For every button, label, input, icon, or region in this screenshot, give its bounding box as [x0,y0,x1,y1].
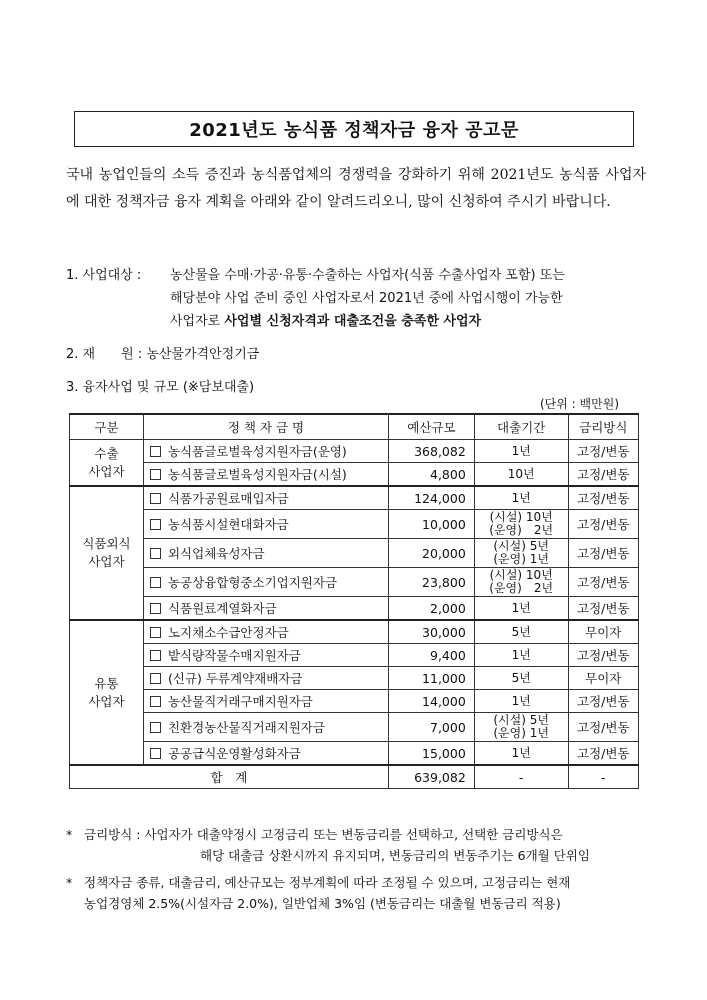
checkbox-icon [150,627,161,638]
business-target-line-3 [170,310,650,333]
section-funding-source-label: 2. 재 원 : [66,347,143,362]
fund-name: 식품가공원료매입자금 [167,491,289,506]
period-cell: (시설) 5년 (운영) 1년 [474,539,568,568]
note-line: 금리방식 : 사업자가 대출약정시 고정금리 또는 변동금리를 선택하고, 선택한 금리방식은 [84,827,563,842]
table-row [70,510,639,539]
period-cell: 1년 [474,440,568,463]
table-row [70,568,639,597]
total-period-cell: - [474,765,568,789]
table-header-row [70,414,639,440]
fund-name: (신규) 두류계약재배자금 [167,671,303,686]
budget-cell: 23,800 [389,568,475,597]
rate-cell: 무이자 [568,620,638,644]
fund-name-cell [143,510,388,539]
budget-cell: 11,000 [389,667,475,690]
fund-name-cell [143,742,388,766]
checkbox-icon [150,577,161,588]
rate-cell: 고정/변동 [568,486,638,510]
table-row [70,463,639,487]
section-business-target-label: 1. 사업대상 : [66,268,142,283]
header-fund-name: 정 책 자 금 명 [143,414,388,440]
note-line: 농업경영체 2.5%(시설자금 2.0%), 일반업체 3%임 (변동금리는 대출월 변동금리 적용) [84,896,561,911]
intro-paragraph: 국내 농업인들의 소득 증진과 농식품업체의 경쟁력을 강화하기 위해 2021년도 농식품 사업자에 대한 정책자금 융자 계획을 아래와 같이 알려드리오니, 많이 신청하여 주시기 바랍니다. [66,167,646,210]
fund-name-cell [143,568,388,597]
checkbox-icon [150,603,161,614]
total-rate-cell: - [568,765,638,789]
rate-cell: 고정/변동 [568,440,638,463]
category-cell: 식품외식 사업자 [70,486,144,620]
table-row [70,597,639,621]
rate-cell: 무이자 [568,667,638,690]
checkbox-icon [150,493,161,504]
rate-cell: 고정/변동 [568,597,638,621]
period-cell: 5년 [474,620,568,644]
checkbox-icon [150,650,161,661]
checkbox-icon [150,748,161,759]
checkbox-icon [150,722,161,733]
section-funding-source-value: 농산물가격안정기금 [146,347,260,362]
rate-cell: 고정/변동 [568,539,638,568]
note-marker: * [66,875,73,890]
budget-cell: 14,000 [389,690,475,713]
section-loan-program: 3. 융자사업 및 규모 (※담보대출) [66,380,255,395]
checkbox-icon [150,696,161,707]
period-cell: 5년 [474,667,568,690]
fund-name-cell [143,440,388,463]
category-cell: 유통 사업자 [70,620,144,765]
business-target-line-2: 해당분야 사업 준비 중인 사업자로서 2021년 중에 사업시행이 가능한 [170,291,563,306]
budget-cell: 10,000 [389,510,475,539]
note-marker: * [66,827,73,842]
fund-name: 외식업체육성자금 [167,546,265,561]
fund-name-cell [143,539,388,568]
fund-name-cell [143,486,388,510]
fund-name: 농식품시설현대화자금 [167,517,289,532]
business-target-line-3-bold: 사업별 신청자격과 대출조건을 충족한 사업자 [224,314,482,329]
budget-cell: 15,000 [389,742,475,766]
table-row [70,690,639,713]
fund-name: 친환경농산물직거래지원자금 [167,720,325,735]
table-row [70,539,639,568]
notes [66,824,646,914]
table-row [70,713,639,742]
table-row [70,620,639,644]
table-row [70,440,639,463]
budget-cell: 124,000 [389,486,475,510]
period-cell: 1년 [474,742,568,766]
fund-name-cell [143,667,388,690]
checkbox-icon [150,469,161,480]
period-cell: 1년 [474,486,568,510]
total-label-cell: 합 계 [70,765,389,789]
rate-cell: 고정/변동 [568,742,638,766]
fund-name: 농산물직거래구매지원자금 [167,694,313,709]
total-row [70,765,639,789]
table-row [70,486,639,510]
fund-name: 농공상융합형중소기업지원자금 [167,575,338,590]
period-cell: 10년 [474,463,568,487]
rate-cell: 고정/변동 [568,510,638,539]
period-cell: 1년 [474,690,568,713]
fund-name-cell [143,644,388,667]
fund-name: 노지채소수급안정자금 [167,625,289,640]
fund-name: 농식품글로벌육성지원자금(시설) [167,467,347,482]
rate-cell: 고정/변동 [568,568,638,597]
budget-cell: 368,082 [389,440,475,463]
budget-cell: 30,000 [389,620,475,644]
category-cell: 수출 사업자 [70,440,144,487]
fund-name-cell [143,713,388,742]
budget-cell: 2,000 [389,597,475,621]
budget-cell: 4,800 [389,463,475,487]
note-fund-conditions [66,872,646,914]
section-funding-source [66,343,259,366]
table-row [70,644,639,667]
fund-name: 식품원료계열화자금 [167,601,277,616]
budget-cell: 9,400 [389,644,475,667]
total-budget-cell: 639,082 [389,765,475,789]
budget-cell: 20,000 [389,539,475,568]
business-target-line-1: 농산물을 수매·가공·유통·수출하는 사업자(식품 수출사업자 포함) 또는 [170,268,565,283]
fund-name-cell [143,690,388,713]
business-target-line-3-prefix: 사업자로 [170,314,225,329]
checkbox-icon [150,446,161,457]
fund-name-cell [143,597,388,621]
fund-name-cell [143,620,388,644]
fund-name: 농식품글로벌육성지원자금(운영) [167,444,347,459]
document-title: 2021년도 농식품 정책자금 융자 공고문 [74,111,634,147]
note-line: 정책자금 종류, 대출금리, 예산규모는 정부계획에 따라 조정될 수 있으며, 고정금리는 현재 [84,875,571,890]
checkbox-icon [150,673,161,684]
rate-cell: 고정/변동 [568,713,638,742]
table-body [70,440,639,789]
period-cell: (시설) 10년 (운영) 2년 [474,510,568,539]
budget-cell: 7,000 [389,713,475,742]
loan-table [69,413,639,789]
header-rate: 금리방식 [568,414,638,440]
fund-name: 밭식량작물수매지원자금 [167,648,301,663]
header-category: 구분 [70,414,144,440]
period-cell: 1년 [474,644,568,667]
checkbox-icon [150,548,161,559]
header-budget: 예산규모 [389,414,475,440]
rate-cell: 고정/변동 [568,463,638,487]
table-row [70,742,639,766]
note-line: 해당 대출금 상환시까지 유지되며, 변동금리의 변동주기는 6개월 단위임 [200,848,590,863]
period-cell: (시설) 10년 (운영) 2년 [474,568,568,597]
period-cell: (시설) 5년 (운영) 1년 [474,713,568,742]
rate-cell: 고정/변동 [568,690,638,713]
fund-name: 공공급식운영활성화자금 [167,746,301,761]
section-business-target-body [170,264,650,333]
rate-cell: 고정/변동 [568,644,638,667]
fund-name-cell [143,463,388,487]
period-cell: 1년 [474,597,568,621]
note-interest-method [66,824,646,866]
unit-label: (단위 : 백만원) [540,397,619,411]
table-row [70,667,639,690]
checkbox-icon [150,519,161,530]
header-period: 대출기간 [474,414,568,440]
